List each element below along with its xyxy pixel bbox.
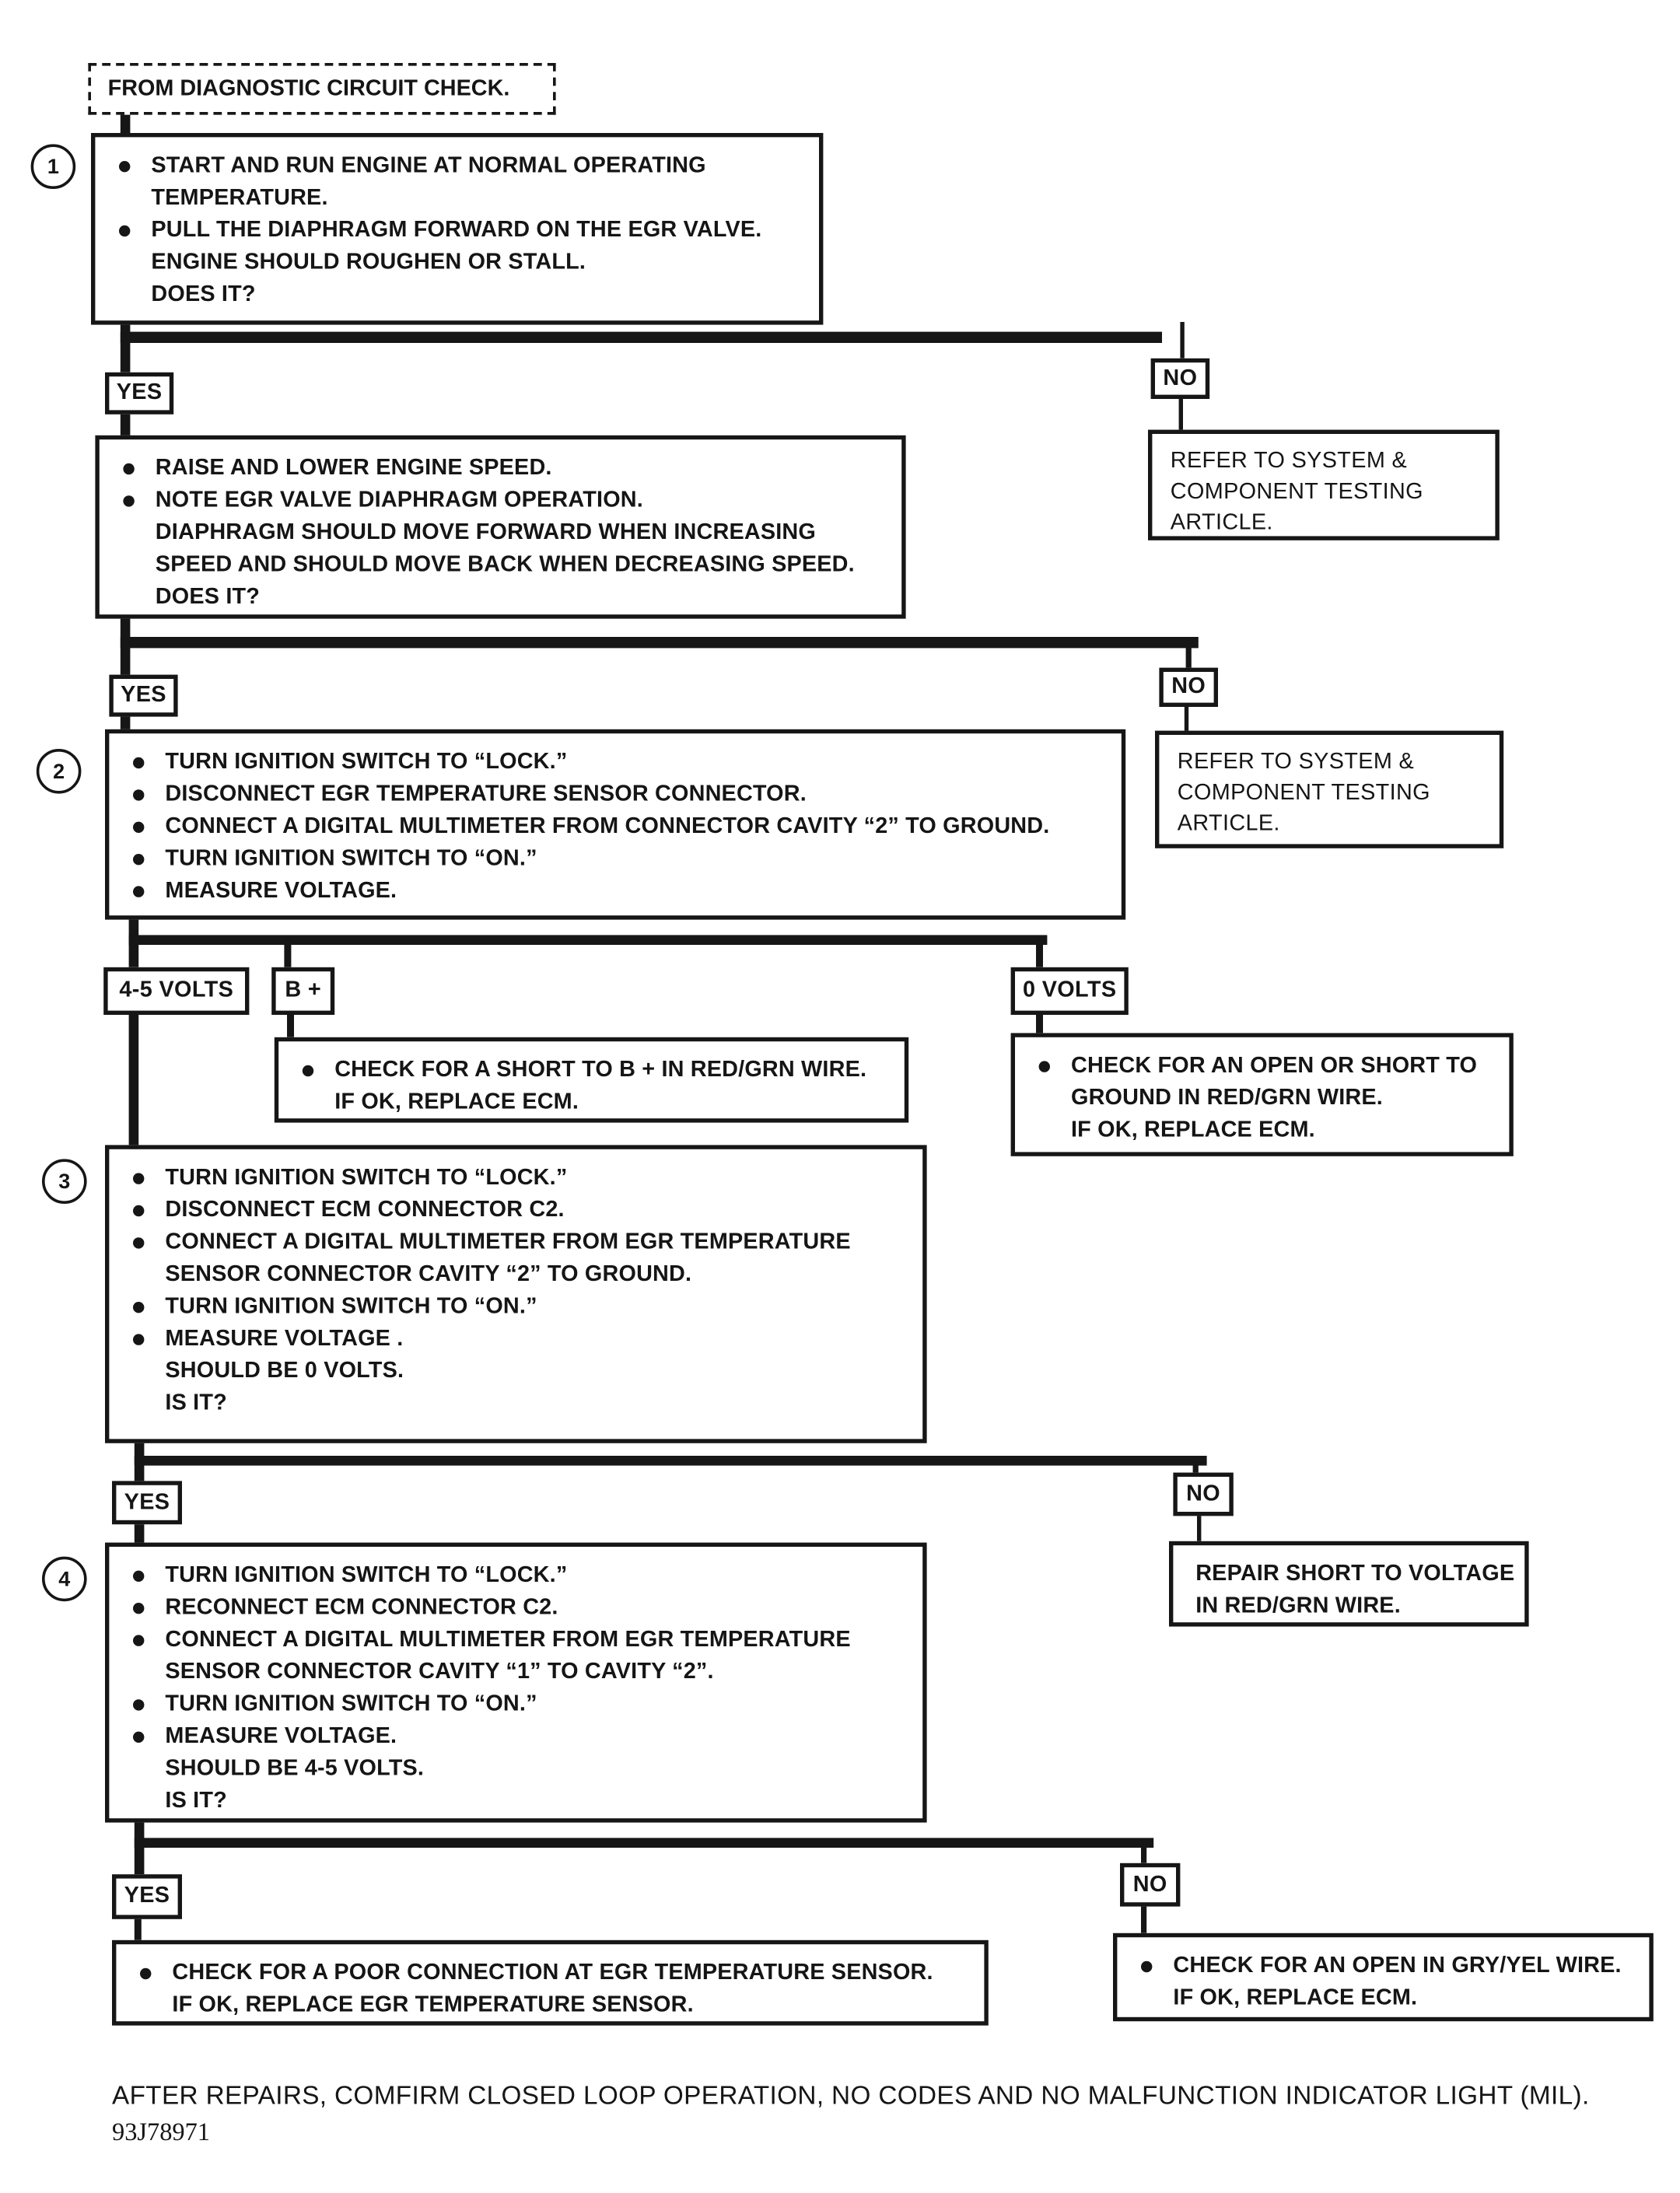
step-3-number: 3	[58, 1169, 71, 1194]
step-2-number: 2	[53, 759, 65, 784]
bullet-icon	[1141, 1961, 1152, 1972]
connector-line	[1185, 707, 1188, 731]
box-text-line	[114, 452, 887, 484]
box-text: ENGINE SHOULD ROUGHEN OR STALL.	[151, 250, 586, 275]
box-text: SHOULD BE 0 VOLTS.	[165, 1359, 404, 1383]
yes-label-4	[112, 1874, 182, 1919]
box-text-line	[109, 247, 805, 278]
box-text: GROUND IN RED/GRN WIRE.	[1071, 1086, 1383, 1110]
branch-label-b-plus-text: B +	[285, 978, 322, 1002]
box-text-line	[123, 1753, 908, 1785]
connector-line	[135, 1524, 145, 1542]
box-text-line	[292, 1054, 891, 1086]
bullet-icon	[133, 1173, 144, 1184]
box-text-line	[123, 1323, 908, 1355]
refer-testing-box-1	[1148, 430, 1500, 540]
yes-label-1	[105, 372, 173, 414]
connector-line	[1036, 1015, 1043, 1033]
open-gry-yel-box	[1113, 1933, 1654, 2021]
box-text-line	[1173, 747, 1485, 778]
no-label-4-text: NO	[1132, 1872, 1167, 1897]
connector-line	[121, 414, 131, 437]
step-4-number: 4	[58, 1567, 71, 1591]
step2-box	[105, 729, 1125, 920]
raise-lower-box	[95, 435, 905, 619]
box-text: RAISE AND LOWER ENGINE SPEED.	[155, 456, 552, 481]
bullet-icon	[133, 1205, 144, 1216]
box-text: ARTICLE.	[1177, 812, 1280, 836]
box-text: DISCONNECT EGR TEMPERATURE SENSOR CONNECTOR.	[165, 782, 807, 806]
box-text: REFER TO SYSTEM &	[1177, 750, 1415, 775]
box-text: CHECK FOR AN OPEN OR SHORT TO	[1071, 1054, 1478, 1078]
connector-line	[129, 935, 1048, 945]
bullet-icon	[303, 1065, 313, 1076]
no-label-2	[1159, 668, 1218, 707]
connector-line	[121, 637, 1199, 648]
connector-line	[1141, 1848, 1146, 1863]
start-node	[88, 63, 555, 115]
box-text: SENSOR CONNECTOR CAVITY “1” TO CAVITY “2”.	[165, 1660, 714, 1684]
bullet-icon	[133, 1732, 144, 1743]
box-text: DISCONNECT ECM CONNECTOR C2.	[165, 1198, 565, 1222]
box-text-line	[1131, 1982, 1635, 2014]
box-text: SHOULD BE 4-5 VOLTS.	[165, 1757, 425, 1781]
box-text-line	[123, 875, 1107, 907]
no-label-3-text: NO	[1186, 1481, 1221, 1506]
box-text: CONNECT A DIGITAL MULTIMETER FROM EGR TEMPERATURE	[165, 1230, 851, 1254]
box-text-line	[123, 1355, 908, 1387]
bullet-icon	[133, 886, 144, 897]
connector-line	[135, 1456, 1207, 1466]
box-text-line	[114, 516, 887, 548]
branch-label-b-plus	[271, 967, 334, 1015]
box-text: NOTE EGR VALVE DIAPHRAGM OPERATION.	[155, 488, 643, 512]
box-text-line	[123, 1162, 908, 1194]
box-text-line	[109, 278, 805, 310]
box-text: CHECK FOR A SHORT TO B + IN RED/GRN WIRE.	[334, 1058, 867, 1083]
bullet-icon	[1039, 1061, 1050, 1072]
bullet-icon	[133, 789, 144, 800]
refer-testing-box-2	[1155, 731, 1503, 848]
box-text: COMPONENT TESTING	[1170, 480, 1423, 504]
box-text-line	[123, 843, 1107, 875]
box-text-line	[1166, 508, 1481, 539]
connector-line	[121, 115, 131, 135]
box-text: IF OK, REPLACE ECM.	[1173, 1986, 1418, 2010]
box-text: TURN IGNITION SWITCH TO “LOCK.”	[165, 1166, 568, 1190]
box-text: DIAPHRAGM SHOULD MOVE FORWARD WHEN INCREASING	[155, 520, 816, 545]
box-text-line	[1166, 477, 1481, 509]
box-text-line	[123, 1559, 908, 1591]
step3-box	[105, 1145, 927, 1443]
box-text-line	[1166, 446, 1481, 477]
bplus-short-box	[275, 1037, 908, 1123]
bullet-icon	[119, 226, 130, 236]
box-text-line	[130, 1989, 970, 2021]
connector-line	[1186, 644, 1192, 668]
connector-line	[287, 1015, 294, 1037]
branch-label-45-volts-text: 4-5 VOLTS	[119, 978, 234, 1002]
box-text: TURN IGNITION SWITCH TO “ON.”	[165, 1692, 537, 1716]
connector-line	[135, 1838, 1153, 1848]
bullet-icon	[123, 463, 134, 474]
box-text: TURN IGNITION SWITCH TO “ON.”	[165, 847, 537, 871]
bullet-icon	[133, 1699, 144, 1710]
no-label-1	[1151, 359, 1210, 399]
repair-short-box	[1169, 1541, 1529, 1627]
box-text: CONNECT A DIGITAL MULTIMETER FROM EGR TEMPERATURE	[165, 1628, 851, 1652]
yes-label-4-text: YES	[124, 1883, 170, 1908]
connector-line	[1036, 945, 1043, 967]
box-text-line	[123, 1592, 908, 1624]
bullet-icon	[140, 1968, 151, 1979]
bullet-icon	[133, 757, 144, 768]
bullet-icon	[133, 1302, 144, 1313]
connector-line	[1179, 399, 1183, 430]
box-text-line	[114, 484, 887, 516]
box-text-line	[123, 1387, 908, 1419]
box-text-line	[109, 150, 805, 182]
box-text-line	[292, 1086, 891, 1118]
yes-label-1-text: YES	[116, 380, 163, 405]
connector-line	[284, 945, 291, 967]
connector-line	[1193, 1461, 1199, 1472]
box-text-line	[114, 581, 887, 613]
bullet-icon	[133, 1603, 144, 1614]
box-text: TURN IGNITION SWITCH TO “LOCK.”	[165, 1563, 568, 1588]
box-text: REFER TO SYSTEM &	[1170, 449, 1408, 474]
box-text-line	[109, 182, 805, 214]
step-1-number: 1	[47, 154, 59, 179]
yes-label-3-text: YES	[124, 1490, 170, 1514]
box-text-line	[123, 810, 1107, 842]
box-text-line	[114, 549, 887, 581]
connector-line	[121, 332, 1162, 343]
connector-line	[129, 1015, 139, 1145]
box-text-line	[123, 778, 1107, 810]
bullet-icon	[133, 1334, 144, 1345]
box-text-line	[123, 1624, 908, 1656]
start-node-label: FROM DIAGNOSTIC CIRCUIT CHECK.	[107, 76, 510, 100]
bullet-icon	[123, 495, 134, 506]
box-text: IF OK, REPLACE EGR TEMPERATURE SENSOR.	[172, 1993, 694, 2017]
step-1-badge	[31, 144, 76, 189]
box-text: PULL THE DIAPHRAGM FORWARD ON THE EGR VALVE.	[151, 218, 762, 243]
box-text-line	[123, 746, 1107, 778]
document-code: 93J78971	[112, 2118, 211, 2146]
bullet-icon	[133, 1635, 144, 1646]
box-text: REPAIR SHORT TO VOLTAGE	[1195, 1562, 1515, 1586]
branch-label-0-volts-text: 0 VOLTS	[1022, 978, 1117, 1002]
box-text: CHECK FOR AN OPEN IN GRY/YEL WIRE.	[1173, 1953, 1622, 1978]
footer-note: AFTER REPAIRS, COMFIRM CLOSED LOOP OPERATION, NO CODES AND NO MALFUNCTION INDICATOR LIGHT (MIL).	[112, 2079, 1590, 2110]
box-text: IF OK, REPLACE ECM.	[1071, 1118, 1315, 1142]
box-text: MEASURE VOLTAGE.	[165, 1724, 397, 1749]
box-text-line	[1173, 778, 1485, 810]
no-label-4	[1120, 1863, 1180, 1907]
step-3-badge	[42, 1159, 87, 1204]
box-text-line	[123, 1720, 908, 1752]
box-text: MEASURE VOLTAGE .	[165, 1327, 404, 1351]
box-text: CONNECT A DIGITAL MULTIMETER FROM CONNECTOR CAVITY “2” TO GROUND.	[165, 814, 1050, 839]
connector-line	[135, 1823, 145, 1875]
bullet-icon	[133, 1237, 144, 1248]
box-text-line	[1029, 1050, 1495, 1082]
yes-label-3	[112, 1481, 182, 1524]
box-text: COMPONENT TESTING	[1177, 781, 1430, 805]
box-text-line	[1187, 1590, 1510, 1622]
box-text-line	[130, 1957, 970, 1988]
box-text-line	[123, 1226, 908, 1258]
step1-box	[91, 133, 823, 325]
no-label-3	[1173, 1473, 1233, 1516]
branch-label-45-volts	[103, 967, 249, 1015]
connector-line	[135, 1919, 142, 1940]
box-text: DOES IT?	[151, 282, 256, 307]
box-text-line	[1131, 1950, 1635, 1981]
box-text-line	[1187, 1558, 1515, 1590]
box-text-line	[1029, 1114, 1495, 1146]
bullet-icon	[119, 161, 130, 172]
box-text: DOES IT?	[155, 585, 261, 609]
box-text: IS IT?	[165, 1391, 227, 1415]
box-text-line	[1029, 1082, 1495, 1114]
box-text-line	[123, 1688, 908, 1720]
box-text: IN RED/GRN WIRE.	[1195, 1594, 1401, 1618]
yes-label-2-text: YES	[121, 683, 166, 707]
box-text: TEMPERATURE.	[151, 186, 328, 210]
box-text: RECONNECT ECM CONNECTOR C2.	[165, 1596, 558, 1620]
box-text: TURN IGNITION SWITCH TO “LOCK.”	[165, 750, 568, 775]
step4-box	[105, 1543, 927, 1823]
box-text-line	[109, 214, 805, 246]
bullet-icon	[133, 854, 144, 865]
box-text: TURN IGNITION SWITCH TO “ON.”	[165, 1295, 537, 1319]
box-text: ARTICLE.	[1170, 511, 1273, 535]
box-text-line	[1173, 809, 1485, 840]
connector-line	[1197, 1516, 1201, 1541]
box-text-line	[123, 1785, 908, 1817]
box-text-line	[123, 1194, 908, 1226]
no-label-2-text: NO	[1171, 674, 1206, 699]
branch-label-0-volts	[1011, 967, 1129, 1015]
step-4-badge	[42, 1557, 87, 1602]
box-text: SENSOR CONNECTOR CAVITY “2” TO GROUND.	[165, 1262, 692, 1287]
box-text: CHECK FOR A POOR CONNECTION AT EGR TEMPERATURE SENSOR.	[172, 1960, 933, 1985]
bullet-icon	[133, 822, 144, 833]
poor-connection-box	[112, 1940, 989, 2026]
box-text: SPEED AND SHOULD MOVE BACK WHEN DECREASING SPEED.	[155, 553, 855, 577]
zero-volts-open-box	[1011, 1033, 1514, 1156]
box-text-line	[123, 1656, 908, 1688]
no-label-1-text: NO	[1163, 366, 1198, 390]
connector-line	[1180, 322, 1184, 359]
box-text: START AND RUN ENGINE AT NORMAL OPERATING	[151, 154, 706, 178]
box-text: IS IT?	[165, 1789, 227, 1813]
box-text-line	[123, 1258, 908, 1290]
connector-line	[1141, 1907, 1146, 1933]
yes-label-2	[109, 675, 177, 717]
box-text: MEASURE VOLTAGE.	[165, 879, 397, 903]
step-2-badge	[37, 749, 82, 794]
box-text-line	[123, 1291, 908, 1323]
bullet-icon	[133, 1571, 144, 1582]
box-text: IF OK, REPLACE ECM.	[334, 1090, 579, 1114]
